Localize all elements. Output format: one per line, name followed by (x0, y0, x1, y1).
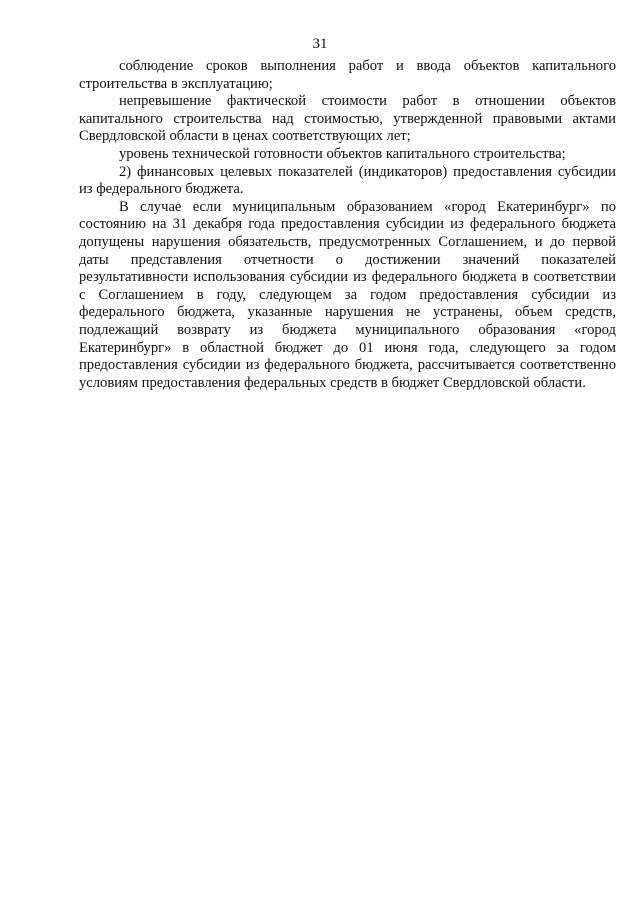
paragraph-readiness: уровень технической готовности объектов капитального строительства; (119, 145, 566, 162)
document-body (79, 58, 616, 392)
paragraph-financial-indicators: 2) финансовых целевых показателей (индикаторов) предоставления субсидии из федерального бюджета. (79, 163, 616, 198)
paragraph-deadlines: соблюдение сроков выполнения работ и ввода объектов капитального строительства в эксплуатацию; (79, 58, 616, 92)
paragraph-cost-limit: непревышение фактической стоимости работ в отношении объектов капитального строительства над стоимостью, утвержденной правовыми актами Свердловской области в ценах соответствующих лет; (79, 93, 616, 145)
paragraph-refund-conditions: В случае если муниципальным образованием «город Екатеринбург» по состоянию на 31 декабря года предоставления субсидии из федерального бюджета допущены нарушения обязательств, предусмотренных Соглашением, и до первой даты представления отчетности о достижении значений показателей результативности использования субсидии из федерального бюджета в соответствии с Соглашением в году, следующем за годом предоставления субсидии из федерального бюджета, указанные нарушения не устранены, объем средств, подлежащий возврату из бюджета муниципального образования «город Екатеринбург» в областной бюджет до 01 июня года, следующего за годом предоставления субсидии из федерального бюджета, рассчитывается соответственно условиям предоставления федеральных средств в бюджет Свердловской области. (79, 198, 616, 391)
page-number: 31 (312, 36, 328, 52)
